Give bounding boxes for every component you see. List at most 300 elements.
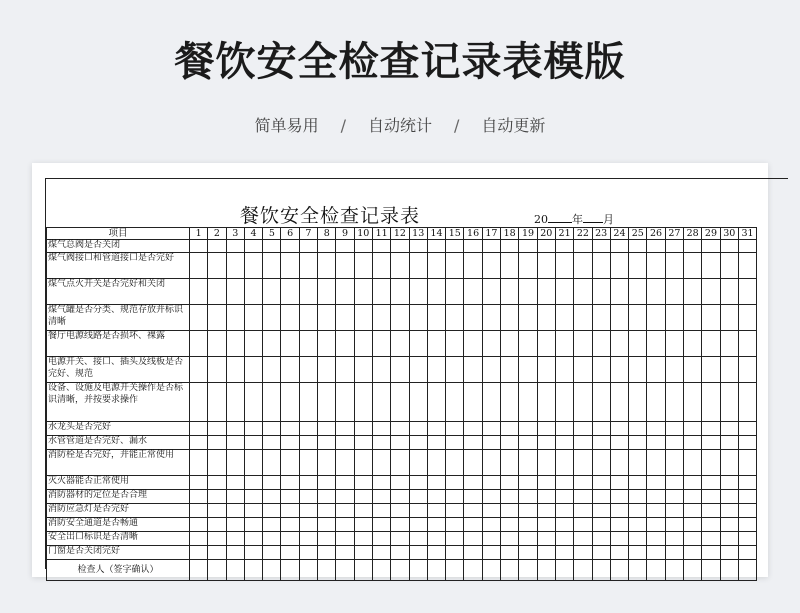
check-cell[interactable] bbox=[537, 490, 555, 504]
check-cell[interactable] bbox=[427, 305, 445, 331]
check-cell[interactable] bbox=[391, 422, 409, 436]
check-cell[interactable] bbox=[372, 560, 390, 581]
check-cell[interactable] bbox=[519, 305, 537, 331]
check-cell[interactable] bbox=[409, 422, 427, 436]
check-cell[interactable] bbox=[537, 422, 555, 436]
check-cell[interactable] bbox=[501, 331, 519, 357]
check-cell[interactable] bbox=[592, 546, 610, 560]
check-cell[interactable] bbox=[409, 357, 427, 383]
check-cell[interactable] bbox=[208, 331, 226, 357]
check-cell[interactable] bbox=[647, 504, 665, 518]
year-blank[interactable] bbox=[548, 212, 572, 223]
check-cell[interactable] bbox=[318, 546, 336, 560]
check-cell[interactable] bbox=[537, 450, 555, 476]
check-cell[interactable] bbox=[208, 560, 226, 581]
check-cell[interactable] bbox=[519, 450, 537, 476]
check-cell[interactable] bbox=[702, 253, 720, 279]
check-cell[interactable] bbox=[738, 253, 756, 279]
check-cell[interactable] bbox=[446, 450, 464, 476]
check-cell[interactable] bbox=[263, 422, 281, 436]
check-cell[interactable] bbox=[299, 383, 317, 422]
check-cell[interactable] bbox=[482, 240, 500, 253]
check-cell[interactable] bbox=[281, 279, 299, 305]
check-cell[interactable] bbox=[720, 546, 738, 560]
check-cell[interactable] bbox=[537, 305, 555, 331]
check-cell[interactable] bbox=[720, 331, 738, 357]
check-cell[interactable] bbox=[519, 518, 537, 532]
check-cell[interactable] bbox=[409, 450, 427, 476]
check-cell[interactable] bbox=[501, 253, 519, 279]
check-cell[interactable] bbox=[318, 436, 336, 450]
check-cell[interactable] bbox=[501, 305, 519, 331]
check-cell[interactable] bbox=[720, 240, 738, 253]
check-cell[interactable] bbox=[464, 357, 482, 383]
check-cell[interactable] bbox=[299, 532, 317, 546]
check-cell[interactable] bbox=[354, 279, 372, 305]
check-cell[interactable] bbox=[372, 331, 390, 357]
check-cell[interactable] bbox=[702, 422, 720, 436]
check-cell[interactable] bbox=[665, 305, 683, 331]
check-cell[interactable] bbox=[208, 279, 226, 305]
check-cell[interactable] bbox=[501, 422, 519, 436]
check-cell[interactable] bbox=[519, 490, 537, 504]
check-cell[interactable] bbox=[299, 504, 317, 518]
check-cell[interactable] bbox=[208, 436, 226, 450]
check-cell[interactable] bbox=[263, 383, 281, 422]
check-cell[interactable] bbox=[208, 532, 226, 546]
check-cell[interactable] bbox=[665, 240, 683, 253]
check-cell[interactable] bbox=[226, 253, 244, 279]
check-cell[interactable] bbox=[372, 532, 390, 546]
check-cell[interactable] bbox=[263, 253, 281, 279]
check-cell[interactable] bbox=[244, 383, 262, 422]
check-cell[interactable] bbox=[299, 305, 317, 331]
check-cell[interactable] bbox=[372, 240, 390, 253]
check-cell[interactable] bbox=[244, 518, 262, 532]
check-cell[interactable] bbox=[592, 331, 610, 357]
check-cell[interactable] bbox=[647, 357, 665, 383]
check-cell[interactable] bbox=[244, 560, 262, 581]
check-cell[interactable] bbox=[665, 546, 683, 560]
check-cell[interactable] bbox=[190, 383, 208, 422]
check-cell[interactable] bbox=[702, 476, 720, 490]
check-cell[interactable] bbox=[555, 518, 573, 532]
check-cell[interactable] bbox=[738, 532, 756, 546]
check-cell[interactable] bbox=[281, 305, 299, 331]
check-cell[interactable] bbox=[592, 422, 610, 436]
check-cell[interactable] bbox=[244, 357, 262, 383]
check-cell[interactable] bbox=[629, 305, 647, 331]
check-cell[interactable] bbox=[574, 490, 592, 504]
check-cell[interactable] bbox=[647, 532, 665, 546]
check-cell[interactable] bbox=[244, 504, 262, 518]
check-cell[interactable] bbox=[318, 476, 336, 490]
month-blank[interactable] bbox=[583, 212, 603, 223]
check-cell[interactable] bbox=[427, 476, 445, 490]
check-cell[interactable] bbox=[226, 279, 244, 305]
check-cell[interactable] bbox=[574, 331, 592, 357]
check-cell[interactable] bbox=[720, 253, 738, 279]
check-cell[interactable] bbox=[263, 546, 281, 560]
check-cell[interactable] bbox=[336, 279, 354, 305]
check-cell[interactable] bbox=[519, 504, 537, 518]
check-cell[interactable] bbox=[446, 490, 464, 504]
check-cell[interactable] bbox=[702, 240, 720, 253]
check-cell[interactable] bbox=[226, 331, 244, 357]
check-cell[interactable] bbox=[427, 331, 445, 357]
check-cell[interactable] bbox=[336, 450, 354, 476]
check-cell[interactable] bbox=[354, 383, 372, 422]
check-cell[interactable] bbox=[446, 560, 464, 581]
check-cell[interactable] bbox=[519, 279, 537, 305]
check-cell[interactable] bbox=[519, 357, 537, 383]
check-cell[interactable] bbox=[409, 240, 427, 253]
check-cell[interactable] bbox=[391, 305, 409, 331]
check-cell[interactable] bbox=[208, 546, 226, 560]
check-cell[interactable] bbox=[299, 450, 317, 476]
check-cell[interactable] bbox=[281, 240, 299, 253]
check-cell[interactable] bbox=[665, 383, 683, 422]
check-cell[interactable] bbox=[482, 305, 500, 331]
check-cell[interactable] bbox=[702, 490, 720, 504]
check-cell[interactable] bbox=[281, 490, 299, 504]
check-cell[interactable] bbox=[391, 546, 409, 560]
check-cell[interactable] bbox=[427, 560, 445, 581]
check-cell[interactable] bbox=[336, 518, 354, 532]
check-cell[interactable] bbox=[501, 357, 519, 383]
check-cell[interactable] bbox=[281, 357, 299, 383]
check-cell[interactable] bbox=[555, 450, 573, 476]
check-cell[interactable] bbox=[684, 279, 702, 305]
check-cell[interactable] bbox=[391, 532, 409, 546]
check-cell[interactable] bbox=[391, 331, 409, 357]
check-cell[interactable] bbox=[354, 476, 372, 490]
check-cell[interactable] bbox=[391, 240, 409, 253]
check-cell[interactable] bbox=[427, 546, 445, 560]
check-cell[interactable] bbox=[190, 436, 208, 450]
check-cell[interactable] bbox=[354, 253, 372, 279]
check-cell[interactable] bbox=[464, 450, 482, 476]
check-cell[interactable] bbox=[299, 436, 317, 450]
check-cell[interactable] bbox=[610, 422, 628, 436]
check-cell[interactable] bbox=[720, 504, 738, 518]
check-cell[interactable] bbox=[318, 383, 336, 422]
check-cell[interactable] bbox=[592, 560, 610, 581]
check-cell[interactable] bbox=[555, 305, 573, 331]
check-cell[interactable] bbox=[244, 279, 262, 305]
check-cell[interactable] bbox=[537, 546, 555, 560]
check-cell[interactable] bbox=[336, 305, 354, 331]
check-cell[interactable] bbox=[318, 560, 336, 581]
check-cell[interactable] bbox=[318, 450, 336, 476]
check-cell[interactable] bbox=[336, 436, 354, 450]
check-cell[interactable] bbox=[665, 279, 683, 305]
check-cell[interactable] bbox=[574, 476, 592, 490]
check-cell[interactable] bbox=[629, 240, 647, 253]
check-cell[interactable] bbox=[208, 253, 226, 279]
check-cell[interactable] bbox=[647, 490, 665, 504]
check-cell[interactable] bbox=[592, 490, 610, 504]
check-cell[interactable] bbox=[190, 490, 208, 504]
check-cell[interactable] bbox=[537, 518, 555, 532]
check-cell[interactable] bbox=[226, 518, 244, 532]
check-cell[interactable] bbox=[555, 546, 573, 560]
check-cell[interactable] bbox=[427, 436, 445, 450]
check-cell[interactable] bbox=[226, 436, 244, 450]
check-cell[interactable] bbox=[629, 422, 647, 436]
check-cell[interactable] bbox=[263, 490, 281, 504]
check-cell[interactable] bbox=[720, 518, 738, 532]
check-cell[interactable] bbox=[501, 450, 519, 476]
check-cell[interactable] bbox=[647, 560, 665, 581]
check-cell[interactable] bbox=[244, 436, 262, 450]
check-cell[interactable] bbox=[702, 532, 720, 546]
check-cell[interactable] bbox=[318, 490, 336, 504]
check-cell[interactable] bbox=[208, 240, 226, 253]
check-cell[interactable] bbox=[647, 476, 665, 490]
check-cell[interactable] bbox=[720, 450, 738, 476]
check-cell[interactable] bbox=[610, 476, 628, 490]
check-cell[interactable] bbox=[208, 305, 226, 331]
check-cell[interactable] bbox=[299, 279, 317, 305]
check-cell[interactable] bbox=[190, 504, 208, 518]
check-cell[interactable] bbox=[318, 279, 336, 305]
check-cell[interactable] bbox=[629, 504, 647, 518]
check-cell[interactable] bbox=[665, 331, 683, 357]
check-cell[interactable] bbox=[263, 436, 281, 450]
check-cell[interactable] bbox=[226, 450, 244, 476]
check-cell[interactable] bbox=[446, 546, 464, 560]
check-cell[interactable] bbox=[738, 422, 756, 436]
check-cell[interactable] bbox=[372, 279, 390, 305]
check-cell[interactable] bbox=[391, 383, 409, 422]
check-cell[interactable] bbox=[464, 518, 482, 532]
check-cell[interactable] bbox=[738, 518, 756, 532]
check-cell[interactable] bbox=[702, 560, 720, 581]
check-cell[interactable] bbox=[702, 518, 720, 532]
check-cell[interactable] bbox=[409, 490, 427, 504]
check-cell[interactable] bbox=[574, 546, 592, 560]
check-cell[interactable] bbox=[574, 518, 592, 532]
check-cell[interactable] bbox=[372, 518, 390, 532]
check-cell[interactable] bbox=[684, 331, 702, 357]
check-cell[interactable] bbox=[629, 532, 647, 546]
check-cell[interactable] bbox=[446, 476, 464, 490]
check-cell[interactable] bbox=[281, 532, 299, 546]
check-cell[interactable] bbox=[464, 331, 482, 357]
check-cell[interactable] bbox=[555, 490, 573, 504]
check-cell[interactable] bbox=[592, 357, 610, 383]
check-cell[interactable] bbox=[464, 532, 482, 546]
check-cell[interactable] bbox=[299, 331, 317, 357]
check-cell[interactable] bbox=[738, 450, 756, 476]
check-cell[interactable] bbox=[629, 560, 647, 581]
check-cell[interactable] bbox=[555, 331, 573, 357]
check-cell[interactable] bbox=[409, 253, 427, 279]
check-cell[interactable] bbox=[354, 490, 372, 504]
check-cell[interactable] bbox=[190, 240, 208, 253]
check-cell[interactable] bbox=[336, 331, 354, 357]
check-cell[interactable] bbox=[336, 560, 354, 581]
check-cell[interactable] bbox=[555, 422, 573, 436]
check-cell[interactable] bbox=[446, 422, 464, 436]
check-cell[interactable] bbox=[720, 383, 738, 422]
check-cell[interactable] bbox=[629, 357, 647, 383]
check-cell[interactable] bbox=[427, 422, 445, 436]
check-cell[interactable] bbox=[684, 253, 702, 279]
check-cell[interactable] bbox=[391, 450, 409, 476]
check-cell[interactable] bbox=[629, 490, 647, 504]
check-cell[interactable] bbox=[574, 357, 592, 383]
check-cell[interactable] bbox=[574, 383, 592, 422]
check-cell[interactable] bbox=[574, 450, 592, 476]
check-cell[interactable] bbox=[208, 504, 226, 518]
check-cell[interactable] bbox=[263, 331, 281, 357]
check-cell[interactable] bbox=[501, 518, 519, 532]
check-cell[interactable] bbox=[190, 560, 208, 581]
check-cell[interactable] bbox=[574, 305, 592, 331]
check-cell[interactable] bbox=[336, 546, 354, 560]
check-cell[interactable] bbox=[684, 532, 702, 546]
check-cell[interactable] bbox=[446, 305, 464, 331]
check-cell[interactable] bbox=[574, 279, 592, 305]
check-cell[interactable] bbox=[391, 476, 409, 490]
check-cell[interactable] bbox=[446, 518, 464, 532]
check-cell[interactable] bbox=[299, 476, 317, 490]
check-cell[interactable] bbox=[281, 476, 299, 490]
check-cell[interactable] bbox=[244, 476, 262, 490]
check-cell[interactable] bbox=[263, 532, 281, 546]
check-cell[interactable] bbox=[629, 383, 647, 422]
check-cell[interactable] bbox=[610, 383, 628, 422]
check-cell[interactable] bbox=[501, 504, 519, 518]
check-cell[interactable] bbox=[738, 490, 756, 504]
check-cell[interactable] bbox=[464, 240, 482, 253]
check-cell[interactable] bbox=[647, 546, 665, 560]
check-cell[interactable] bbox=[501, 436, 519, 450]
check-cell[interactable] bbox=[592, 305, 610, 331]
check-cell[interactable] bbox=[738, 305, 756, 331]
check-cell[interactable] bbox=[665, 450, 683, 476]
check-cell[interactable] bbox=[244, 422, 262, 436]
check-cell[interactable] bbox=[464, 305, 482, 331]
check-cell[interactable] bbox=[226, 476, 244, 490]
check-cell[interactable] bbox=[226, 305, 244, 331]
check-cell[interactable] bbox=[482, 436, 500, 450]
check-cell[interactable] bbox=[555, 253, 573, 279]
check-cell[interactable] bbox=[336, 422, 354, 436]
check-cell[interactable] bbox=[336, 253, 354, 279]
check-cell[interactable] bbox=[446, 357, 464, 383]
check-cell[interactable] bbox=[665, 476, 683, 490]
check-cell[interactable] bbox=[665, 532, 683, 546]
check-cell[interactable] bbox=[482, 422, 500, 436]
check-cell[interactable] bbox=[629, 546, 647, 560]
check-cell[interactable] bbox=[574, 560, 592, 581]
check-cell[interactable] bbox=[446, 504, 464, 518]
check-cell[interactable] bbox=[574, 240, 592, 253]
check-cell[interactable] bbox=[501, 383, 519, 422]
check-cell[interactable] bbox=[190, 450, 208, 476]
check-cell[interactable] bbox=[592, 504, 610, 518]
check-cell[interactable] bbox=[263, 504, 281, 518]
check-cell[interactable] bbox=[263, 450, 281, 476]
check-cell[interactable] bbox=[299, 253, 317, 279]
check-cell[interactable] bbox=[226, 532, 244, 546]
check-cell[interactable] bbox=[244, 305, 262, 331]
check-cell[interactable] bbox=[427, 504, 445, 518]
check-cell[interactable] bbox=[226, 546, 244, 560]
check-cell[interactable] bbox=[409, 476, 427, 490]
check-cell[interactable] bbox=[537, 240, 555, 253]
check-cell[interactable] bbox=[647, 279, 665, 305]
check-cell[interactable] bbox=[665, 518, 683, 532]
check-cell[interactable] bbox=[555, 476, 573, 490]
check-cell[interactable] bbox=[427, 518, 445, 532]
check-cell[interactable] bbox=[318, 532, 336, 546]
check-cell[interactable] bbox=[299, 240, 317, 253]
check-cell[interactable] bbox=[610, 279, 628, 305]
check-cell[interactable] bbox=[190, 305, 208, 331]
check-cell[interactable] bbox=[427, 240, 445, 253]
check-cell[interactable] bbox=[702, 305, 720, 331]
check-cell[interactable] bbox=[208, 476, 226, 490]
check-cell[interactable] bbox=[702, 279, 720, 305]
check-cell[interactable] bbox=[684, 436, 702, 450]
check-cell[interactable] bbox=[372, 383, 390, 422]
check-cell[interactable] bbox=[537, 357, 555, 383]
check-cell[interactable] bbox=[336, 490, 354, 504]
check-cell[interactable] bbox=[226, 240, 244, 253]
check-cell[interactable] bbox=[446, 532, 464, 546]
check-cell[interactable] bbox=[610, 532, 628, 546]
check-cell[interactable] bbox=[610, 490, 628, 504]
check-cell[interactable] bbox=[409, 518, 427, 532]
check-cell[interactable] bbox=[519, 546, 537, 560]
check-cell[interactable] bbox=[190, 546, 208, 560]
check-cell[interactable] bbox=[592, 476, 610, 490]
check-cell[interactable] bbox=[684, 546, 702, 560]
check-cell[interactable] bbox=[464, 504, 482, 518]
check-cell[interactable] bbox=[574, 422, 592, 436]
check-cell[interactable] bbox=[592, 253, 610, 279]
check-cell[interactable] bbox=[391, 279, 409, 305]
check-cell[interactable] bbox=[281, 450, 299, 476]
check-cell[interactable] bbox=[427, 383, 445, 422]
check-cell[interactable] bbox=[409, 436, 427, 450]
check-cell[interactable] bbox=[318, 253, 336, 279]
check-cell[interactable] bbox=[409, 532, 427, 546]
check-cell[interactable] bbox=[464, 422, 482, 436]
check-cell[interactable] bbox=[427, 253, 445, 279]
check-cell[interactable] bbox=[574, 436, 592, 450]
check-cell[interactable] bbox=[190, 422, 208, 436]
check-cell[interactable] bbox=[318, 504, 336, 518]
check-cell[interactable] bbox=[501, 560, 519, 581]
check-cell[interactable] bbox=[720, 490, 738, 504]
check-cell[interactable] bbox=[190, 253, 208, 279]
check-cell[interactable] bbox=[464, 546, 482, 560]
check-cell[interactable] bbox=[647, 383, 665, 422]
check-cell[interactable] bbox=[665, 357, 683, 383]
check-cell[interactable] bbox=[647, 253, 665, 279]
check-cell[interactable] bbox=[190, 357, 208, 383]
check-cell[interactable] bbox=[244, 331, 262, 357]
check-cell[interactable] bbox=[318, 305, 336, 331]
check-cell[interactable] bbox=[684, 383, 702, 422]
check-cell[interactable] bbox=[336, 383, 354, 422]
check-cell[interactable] bbox=[482, 253, 500, 279]
